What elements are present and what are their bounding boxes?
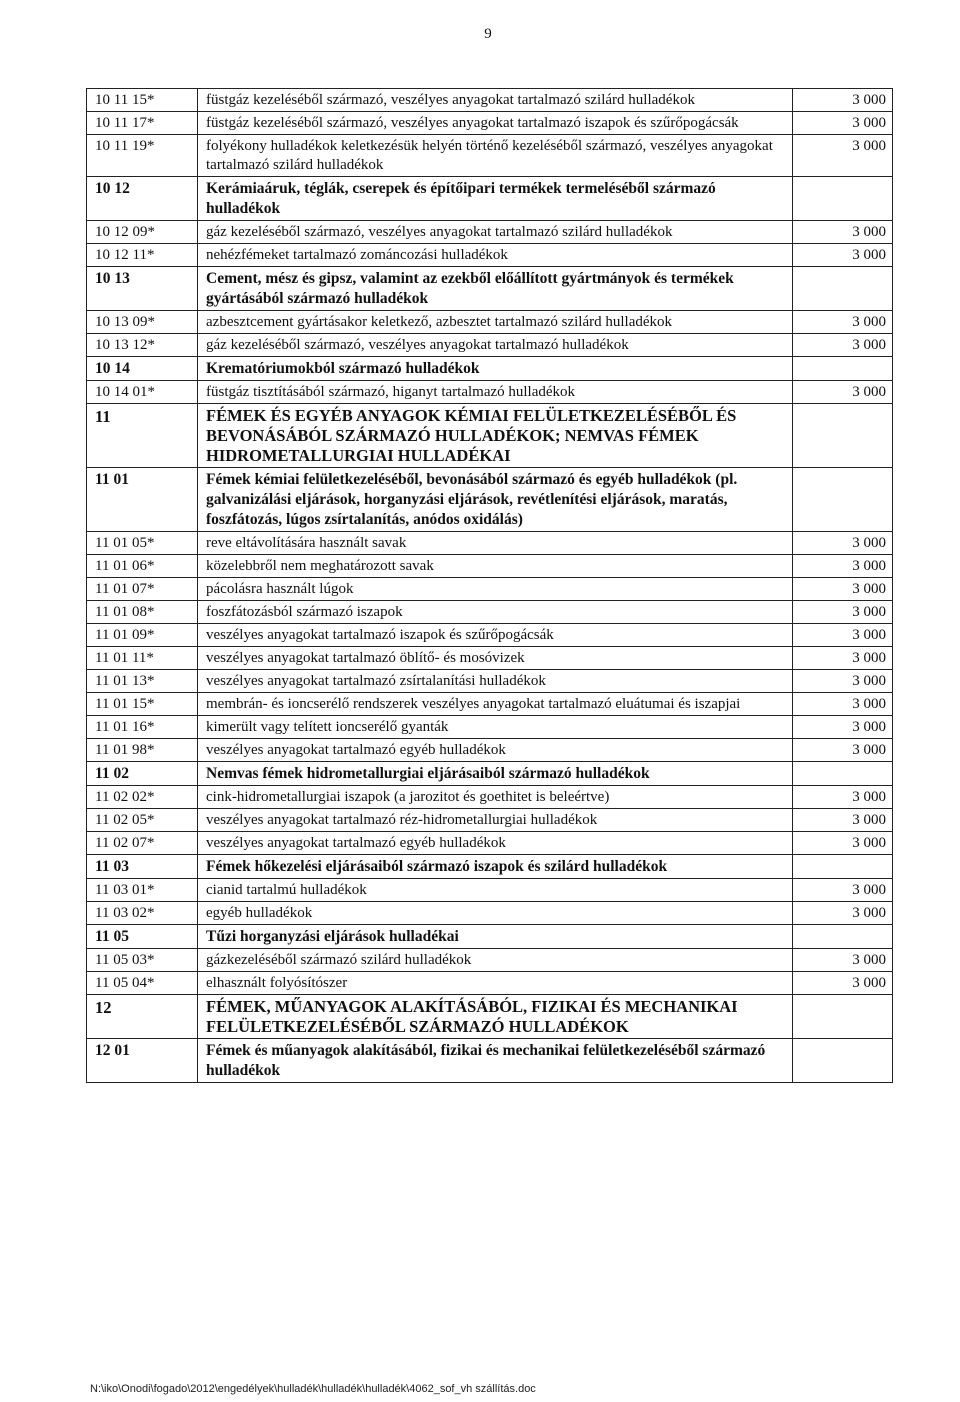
table-row [87, 135, 893, 177]
waste-description-cell: cianid tartalmú hulladékok [198, 879, 793, 902]
waste-code-cell: 11 01 06* [87, 555, 198, 578]
amount-cell: 3 000 [793, 739, 893, 762]
table-row [87, 468, 893, 532]
table-row [87, 404, 893, 468]
waste-code-cell: 12 01 [87, 1039, 198, 1083]
waste-code-cell: 11 01 08* [87, 601, 198, 624]
table-row [87, 89, 893, 112]
waste-code-cell: 11 01 11* [87, 647, 198, 670]
amount-cell [793, 357, 893, 381]
waste-description-cell: gáz kezeléséből származó, veszélyes anyagokat tartalmazó szilárd hulladékok [198, 221, 793, 244]
waste-code-cell: 11 01 [87, 468, 198, 532]
amount-cell: 3 000 [793, 601, 893, 624]
table-row [87, 949, 893, 972]
waste-description-cell: Fémek kémiai felületkezeléséből, bevonásából származó és egyéb hulladékok (pl. galvanizálási eljárások, horganyzási eljárások, revétlenítési eljárások, maratás, foszfátozás, lúgos zsírtalanítás, anódos oxidálás) [198, 468, 793, 532]
table-row [87, 693, 893, 716]
footer-file-path: N:\iko\Onodi\fogado\2012\engedélyek\hulladék\hulladék\hulladék\4062_sof_vh szállítás.doc [90, 1383, 536, 1395]
waste-description-cell: elhasznált folyósítószer [198, 972, 793, 995]
waste-description-cell: füstgáz kezeléséből származó, veszélyes anyagokat tartalmazó szilárd hulladékok [198, 89, 793, 112]
table-row [87, 786, 893, 809]
waste-description-cell: Fémek és műanyagok alakításából, fizikai és mechanikai felületkezeléséből származó hulladékok [198, 1039, 793, 1083]
waste-description-cell: veszélyes anyagokat tartalmazó egyéb hulladékok [198, 832, 793, 855]
table-row [87, 555, 893, 578]
amount-cell: 3 000 [793, 832, 893, 855]
waste-code-cell: 10 11 19* [87, 135, 198, 177]
amount-cell: 3 000 [793, 693, 893, 716]
table-row [87, 762, 893, 786]
amount-cell [793, 762, 893, 786]
amount-cell: 3 000 [793, 879, 893, 902]
amount-cell [793, 267, 893, 311]
amount-cell: 3 000 [793, 716, 893, 739]
amount-cell [793, 995, 893, 1039]
table-row [87, 221, 893, 244]
amount-cell: 3 000 [793, 221, 893, 244]
waste-code-cell: 11 05 04* [87, 972, 198, 995]
table-row [87, 311, 893, 334]
waste-description-cell: veszélyes anyagokat tartalmazó iszapok és szűrőpogácsák [198, 624, 793, 647]
amount-cell: 3 000 [793, 578, 893, 601]
waste-code-cell: 12 [87, 995, 198, 1039]
waste-code-cell: 11 01 07* [87, 578, 198, 601]
waste-description-cell: Tűzi horganyzási eljárások hulladékai [198, 925, 793, 949]
waste-code-cell: 11 01 13* [87, 670, 198, 693]
waste-code-cell: 11 05 [87, 925, 198, 949]
amount-cell: 3 000 [793, 624, 893, 647]
waste-code-cell: 11 01 05* [87, 532, 198, 555]
amount-cell: 3 000 [793, 532, 893, 555]
table-row [87, 177, 893, 221]
waste-description-cell: füstgáz tisztításából származó, higanyt tartalmazó hulladékok [198, 381, 793, 404]
waste-description-cell: közelebbről nem meghatározott savak [198, 555, 793, 578]
waste-code-cell: 10 12 11* [87, 244, 198, 267]
amount-cell: 3 000 [793, 89, 893, 112]
table-row [87, 855, 893, 879]
waste-code-cell: 11 02 07* [87, 832, 198, 855]
amount-cell: 3 000 [793, 112, 893, 135]
amount-cell [793, 404, 893, 468]
waste-code-cell: 10 13 [87, 267, 198, 311]
table-row [87, 624, 893, 647]
amount-cell [793, 855, 893, 879]
waste-description-cell: gáz kezeléséből származó, veszélyes anyagokat tartalmazó hulladékok [198, 334, 793, 357]
table-row [87, 334, 893, 357]
waste-code-cell: 10 12 [87, 177, 198, 221]
waste-description-cell: Krematóriumokból származó hulladékok [198, 357, 793, 381]
amount-cell: 3 000 [793, 311, 893, 334]
amount-cell: 3 000 [793, 670, 893, 693]
waste-code-cell: 11 03 01* [87, 879, 198, 902]
waste-code-cell: 10 12 09* [87, 221, 198, 244]
waste-code-cell: 10 11 17* [87, 112, 198, 135]
table-row [87, 647, 893, 670]
table-row [87, 357, 893, 381]
waste-code-cell: 11 01 16* [87, 716, 198, 739]
waste-code-cell: 10 13 12* [87, 334, 198, 357]
table-row [87, 670, 893, 693]
table-body [87, 89, 893, 1083]
amount-cell [793, 1039, 893, 1083]
table-row [87, 601, 893, 624]
table-row [87, 739, 893, 762]
table-row [87, 925, 893, 949]
waste-description-cell: folyékony hulladékok keletkezésük helyén történő kezeléséből származó, veszélyes anyagokat tartalmazó szilárd hulladékok [198, 135, 793, 177]
waste-description-cell: Kerámiaáruk, téglák, cserepek és építőipari termékek termeléséből származó hulladékok [198, 177, 793, 221]
waste-code-cell: 10 14 [87, 357, 198, 381]
waste-description-cell: FÉMEK ÉS EGYÉB ANYAGOK KÉMIAI FELÜLETKEZELÉSÉBŐL ÉS BEVONÁSÁBÓL SZÁRMAZÓ HULLADÉKOK; NEMVAS FÉMEK HIDROMETALLURGIAI HULLADÉKAI [198, 404, 793, 468]
waste-description-cell: füstgáz kezeléséből származó, veszélyes anyagokat tartalmazó iszapok és szűrőpogácsák [198, 112, 793, 135]
table-row [87, 112, 893, 135]
amount-cell: 3 000 [793, 135, 893, 177]
amount-cell [793, 925, 893, 949]
waste-description-cell: azbesztcement gyártásakor keletkező, azbesztet tartalmazó szilárd hulladékok [198, 311, 793, 334]
table-row [87, 832, 893, 855]
waste-code-table [86, 88, 893, 1083]
waste-description-cell: veszélyes anyagokat tartalmazó zsírtalanítási hulladékok [198, 670, 793, 693]
waste-description-cell: nehézfémeket tartalmazó zománcozási hulladékok [198, 244, 793, 267]
waste-description-cell: veszélyes anyagokat tartalmazó öblítő- és mosóvizek [198, 647, 793, 670]
waste-code-cell: 11 05 03* [87, 949, 198, 972]
amount-cell: 3 000 [793, 381, 893, 404]
waste-code-cell: 11 [87, 404, 198, 468]
waste-description-cell: Fémek hőkezelési eljárásaiból származó iszapok és szilárd hulladékok [198, 855, 793, 879]
waste-code-cell: 10 14 01* [87, 381, 198, 404]
waste-description-cell: veszélyes anyagokat tartalmazó egyéb hulladékok [198, 739, 793, 762]
table-row [87, 244, 893, 267]
amount-cell: 3 000 [793, 809, 893, 832]
waste-code-cell: 11 02 02* [87, 786, 198, 809]
amount-cell: 3 000 [793, 647, 893, 670]
waste-code-cell: 10 11 15* [87, 89, 198, 112]
table-row [87, 809, 893, 832]
waste-description-cell: pácolásra használt lúgok [198, 578, 793, 601]
amount-cell [793, 468, 893, 532]
waste-code-cell: 11 03 02* [87, 902, 198, 925]
waste-description-cell: Nemvas fémek hidrometallurgiai eljárásaiból származó hulladékok [198, 762, 793, 786]
table-row [87, 1039, 893, 1083]
waste-code-cell: 11 01 98* [87, 739, 198, 762]
amount-cell: 3 000 [793, 972, 893, 995]
amount-cell: 3 000 [793, 555, 893, 578]
waste-code-cell: 10 13 09* [87, 311, 198, 334]
waste-description-cell: Cement, mész és gipsz, valamint az ezekből előállított gyártmányok és termékek gyártásából származó hulladékok [198, 267, 793, 311]
amount-cell: 3 000 [793, 244, 893, 267]
waste-code-cell: 11 01 15* [87, 693, 198, 716]
amount-cell: 3 000 [793, 902, 893, 925]
table-row [87, 532, 893, 555]
waste-description-cell: cink-hidrometallurgiai iszapok (a jarozitot és goethitet is beleértve) [198, 786, 793, 809]
waste-code-cell: 11 02 05* [87, 809, 198, 832]
page-number: 9 [484, 26, 492, 42]
waste-description-cell: veszélyes anyagokat tartalmazó réz-hidrometallurgiai hulladékok [198, 809, 793, 832]
table-row [87, 267, 893, 311]
table-row [87, 716, 893, 739]
table-row [87, 972, 893, 995]
waste-description-cell: gázkezeléséből származó szilárd hulladékok [198, 949, 793, 972]
waste-description-cell: egyéb hulladékok [198, 902, 793, 925]
waste-code-cell: 11 01 09* [87, 624, 198, 647]
waste-description-cell: foszfátozásból származó iszapok [198, 601, 793, 624]
amount-cell [793, 177, 893, 221]
table-row [87, 578, 893, 601]
waste-code-cell: 11 03 [87, 855, 198, 879]
waste-description-cell: FÉMEK, MŰANYAGOK ALAKÍTÁSÁBÓL, FIZIKAI ÉS MECHANIKAI FELÜLETKEZELÉSÉBŐL SZÁRMAZÓ HULLADÉKOK [198, 995, 793, 1039]
table-row [87, 995, 893, 1039]
table-row [87, 879, 893, 902]
table-row [87, 902, 893, 925]
waste-description-cell: membrán- és ioncserélő rendszerek veszélyes anyagokat tartalmazó eluátumai és iszapjai [198, 693, 793, 716]
table-row [87, 381, 893, 404]
waste-description-cell: reve eltávolítására használt savak [198, 532, 793, 555]
amount-cell: 3 000 [793, 334, 893, 357]
waste-description-cell: kimerült vagy telített ioncserélő gyanták [198, 716, 793, 739]
amount-cell: 3 000 [793, 786, 893, 809]
amount-cell: 3 000 [793, 949, 893, 972]
waste-code-cell: 11 02 [87, 762, 198, 786]
